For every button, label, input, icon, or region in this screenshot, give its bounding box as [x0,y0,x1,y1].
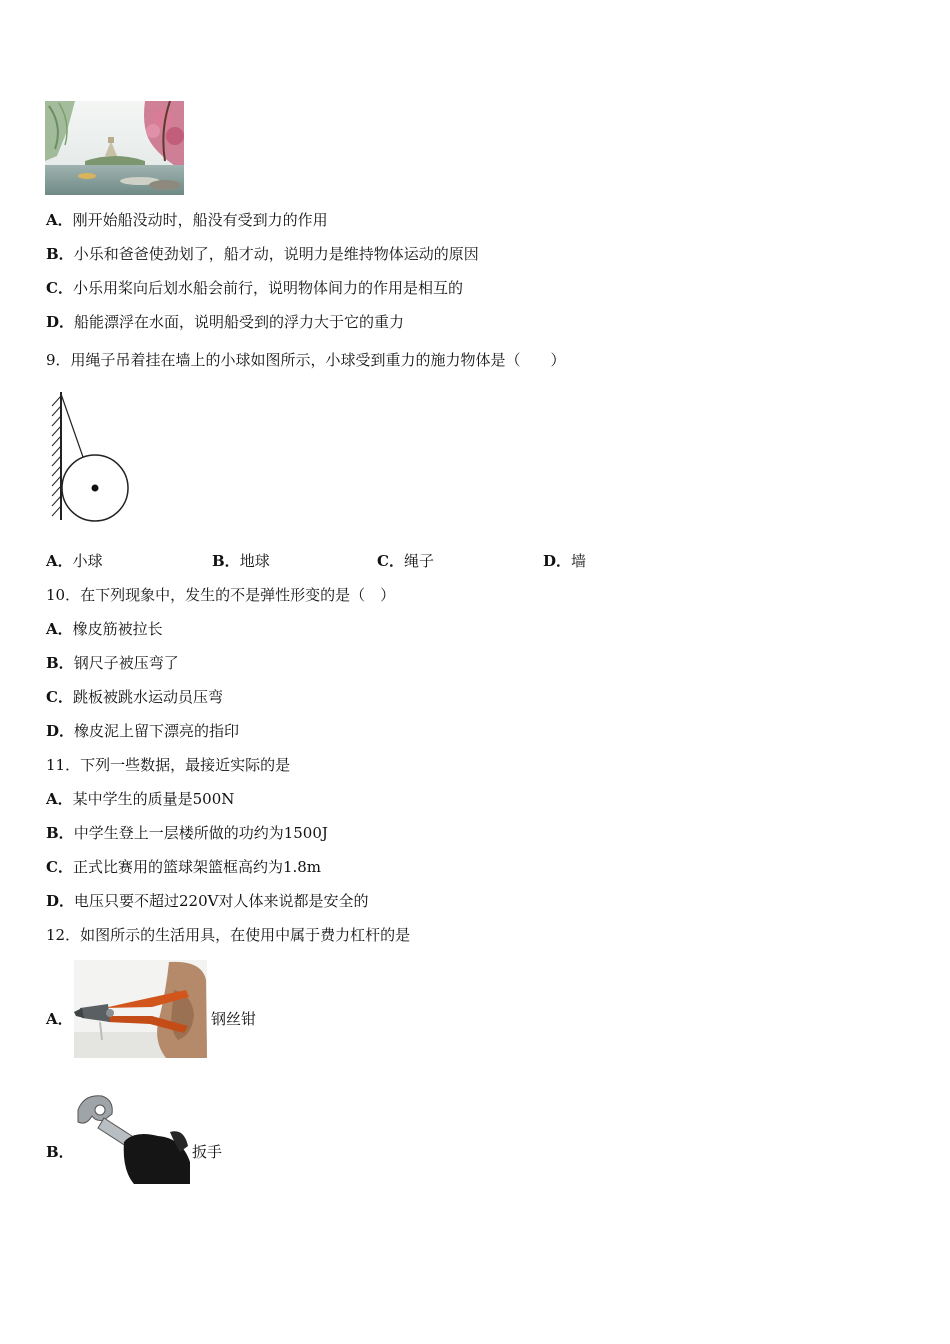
option-text: 橡皮泥上留下漂亮的指印 [74,722,240,740]
q10-option-b [46,653,179,673]
option-text: 船能漂浮在水面，说明船受到的浮力大于它的重力 [74,313,405,331]
option-letter: C． [377,552,404,570]
q11-option-a [46,789,234,809]
q9-option-d [543,551,586,571]
option-letter: C． [46,279,73,297]
option-letter: B． [46,245,74,263]
option-letter: B． [212,552,240,570]
option-letter: A． [46,790,73,808]
q9-options-row [46,551,666,571]
option-letter: D． [46,313,75,331]
q10-option-a [46,619,163,639]
q12-option-a-letter [46,1009,73,1029]
wrench-illustration [74,1092,192,1184]
option-text: 橡皮筋被拉长 [72,620,163,638]
option-text: 中学生登上一层楼所做的功约为1500J [73,824,328,842]
q9-option-b [212,551,270,571]
option-text: 正式比赛用的篮球架篮框高约为1.8m [72,858,322,876]
q9-option-c [377,551,434,571]
option-letter: C． [46,858,73,876]
option-letter: D． [46,892,75,910]
option-text: 跳板被跳水运动员压弯 [72,688,223,706]
option-text: 小乐和爸爸使劲划了，船才动，说明力是维持物体运动的原因 [73,245,479,263]
q10-stem [46,585,395,605]
option-text: 钢尺子被压弯了 [73,654,179,672]
option-text: 钢丝钳 [211,1010,257,1028]
ball-on-wall-illustration [46,390,136,524]
question-text: 下列一些数据，最接近实际的是 [80,756,291,774]
q11-option-c [46,857,321,877]
option-letter: A． [46,552,73,570]
q9-stem [46,350,566,370]
q11-option-b [46,823,328,843]
question-text: 在下列现象中，发生的不是弹性形变的是（ ） [80,586,396,604]
option-text: 墙 [571,552,587,570]
q12-option-b-letter [46,1142,74,1162]
option-text: 地球 [239,552,270,570]
question-text: 如图所示的生活用具，在使用中属于费力杠杆的是 [80,926,411,944]
option-text: 刚开始船没动时，船没有受到力的作用 [72,211,328,229]
q12-option-b-name [192,1142,222,1162]
lake-scene-illustration [45,101,184,195]
q12-stem [46,925,410,945]
option-letter: A． [46,1010,73,1028]
option-letter: B． [46,824,74,842]
question-number: 9． [46,351,71,369]
option-text: 电压只要不超过220V对人体来说都是安全的 [74,892,369,910]
option-text: 小乐用桨向后划水船会前行，说明物体间力的作用是相互的 [72,279,463,297]
option-letter: C． [46,688,73,706]
q8-option-c [46,278,463,298]
q9-option-a [46,551,103,571]
q12-option-a-name [211,1009,256,1029]
q11-stem [46,755,290,775]
question-number: 12． [46,926,81,944]
pliers-illustration [74,960,207,1058]
option-letter: B． [46,1143,74,1161]
option-letter: D． [543,552,572,570]
q8-option-a [46,210,328,230]
q10-option-d [46,721,239,741]
option-text: 扳手 [192,1143,223,1161]
option-text: 某中学生的质量是500N [72,790,235,808]
q8-option-d [46,312,404,332]
lake-boat-photo [45,101,184,195]
q10-option-c [46,687,223,707]
question-number: 11． [46,756,81,774]
option-text: 绳子 [403,552,434,570]
question-text: 用绳子吊着挂在墙上的小球如图所示，小球受到重力的施力物体是（ ） [70,351,566,369]
option-letter: A． [46,211,73,229]
q8-option-b [46,244,479,264]
wrench-photo [74,1092,192,1184]
option-letter: D． [46,722,75,740]
question-number: 10． [46,586,81,604]
q11-option-d [46,891,368,911]
option-text: 小球 [72,552,103,570]
option-letter: A． [46,620,73,638]
pliers-photo [74,960,207,1058]
option-letter: B． [46,654,74,672]
hanging-ball-diagram [46,390,136,524]
